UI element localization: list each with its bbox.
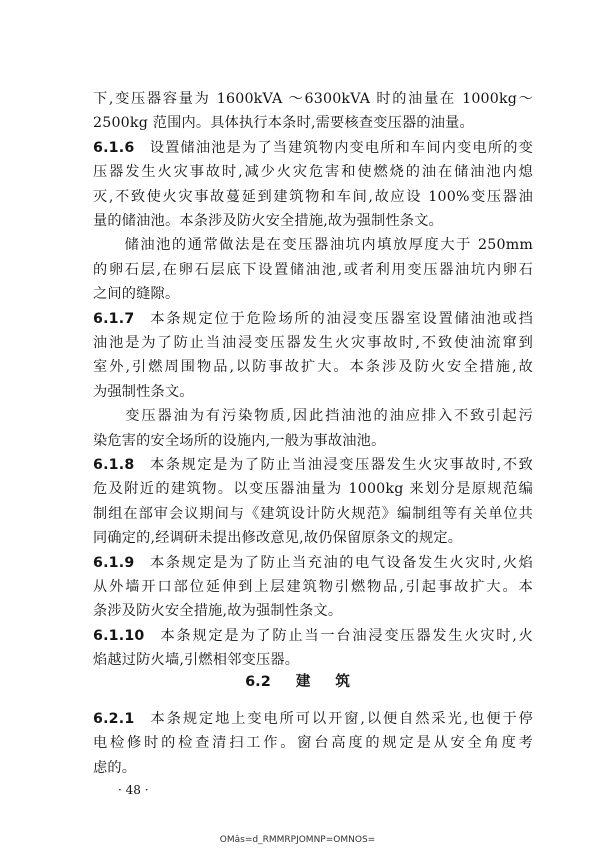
text-line (93, 333, 533, 353)
text-line (93, 211, 533, 231)
line-text: 同确定的,经调研未提出修改意见,故仍保留原条文的规定。 (93, 530, 463, 547)
line-text: 设置储油池是为了当建筑物内变电所和车间内变电所的变 (148, 139, 533, 156)
line-text: 染危害的安全场所的设施内,一般为事故油池。 (93, 432, 386, 449)
text-line (93, 113, 533, 133)
line-text: 为强制性条文。 (93, 383, 194, 400)
text-line (93, 260, 533, 280)
line-text: 从外墙开口部位延伸到上层建筑物引燃物品,引起事故扩大。本 (93, 579, 533, 595)
clause-line (93, 553, 533, 573)
clause-number: 6.2.1 (93, 711, 135, 727)
clause-number: 6.1.7 (93, 310, 135, 327)
section-number: 6.2 (245, 674, 271, 690)
text-line (93, 601, 533, 621)
text-line (93, 577, 533, 597)
line-text: 2500kg 范围内。具体执行本条时,需要核查变压器的油量。 (93, 115, 474, 132)
line-text: 量的储油池。本条涉及防火安全措施,故为强制性条文。 (93, 213, 444, 229)
footer-code: OMâs=d_RMMRPJOMNP=OMNOS= (219, 835, 376, 845)
text-line (93, 357, 533, 377)
line-text: 之间的缝隙。 (93, 286, 180, 303)
clause-line (93, 709, 533, 729)
line-text: 虑的。 (93, 759, 137, 776)
text-line (93, 187, 533, 207)
line-text: 焰越过防火墙,引燃相邻变压器。 (93, 652, 300, 669)
clause-line (93, 626, 533, 646)
clause-number: 6.1.6 (93, 139, 135, 156)
clause-line (93, 138, 533, 158)
section-title-char-1: 建 (295, 674, 311, 690)
text-line (93, 382, 533, 402)
line-text: 本条规定是为了防止当充油的电气设备发生火灾时,火焰 (148, 554, 533, 571)
clause-line (93, 455, 533, 475)
line-text: 的卵石层,在卵石层底下设置储油池,或者利用变压器油坑内卵石 (93, 261, 533, 278)
line-text: 压器发生火灾事故时,减少火灾危害和使燃烧的油在储油池内熄 (93, 164, 533, 181)
line-text: 灭,不致使火灾事故蔓延到建筑物和车间,故应设 100%变压器油 (93, 188, 533, 205)
text-line (93, 406, 533, 426)
text-line (93, 431, 533, 451)
line-text: 下,变压器容量为 1600kVA ～6300kVA 时的油量在 1000kg～ (93, 91, 533, 107)
line-text: 储油池的通常做法是在变压器油坑内填放厚度大于 250mm (93, 237, 533, 254)
text-line (93, 733, 533, 753)
clause-number: 6.1.10 (93, 627, 145, 644)
line-text: 本条规定是为了防止当油浸变压器发生火灾事故时,不致 (148, 457, 533, 473)
text-line (93, 235, 533, 255)
clause-line (93, 309, 533, 329)
text-line (93, 504, 533, 524)
line-text: 本条规定位于危险场所的油浸变压器室设置储油池或挡 (148, 310, 533, 327)
clause-number: 6.1.9 (93, 554, 135, 571)
text-line (93, 650, 533, 670)
section-title-char-2: 筑 (335, 674, 350, 690)
line-text: 制组在部审会议期间与《建筑设计防火规范》编制组等有关单位共 (93, 505, 533, 522)
line-text: 本条规定地上变电所可以开窗,以便自然采光,也便于停 (148, 711, 533, 727)
line-text: 室外,引燃周围物品,以防事故扩大。本条涉及防火安全措施,故 (93, 359, 533, 376)
line-text: 本条规定是为了防止当一台油浸变压器发生火灾时,火 (158, 627, 533, 644)
text-line (93, 162, 533, 182)
text-line (93, 758, 533, 778)
text-line (93, 528, 533, 548)
line-text: 危及附近的建筑物。以变压器油量为 1000kg 来划分是原规范编 (93, 481, 533, 498)
text-line (93, 479, 533, 499)
line-text: 油池是为了防止当油浸变压器发生火灾事故时,不致使油流窜到 (93, 335, 533, 351)
line-text: 变压器油为有污染物质,因此挡油池的油应排入不致引起污 (93, 408, 533, 425)
page-number: · 48 · (118, 783, 149, 797)
line-text: 电检修时的检查清扫工作。窗台高度的规定是从安全角度考 (93, 735, 533, 752)
text-line (93, 284, 533, 304)
section-heading (0, 672, 595, 692)
text-line (93, 89, 533, 109)
clause-number: 6.1.8 (93, 457, 135, 473)
line-text: 条涉及防火安全措施,故为强制性条文。 (93, 603, 343, 620)
